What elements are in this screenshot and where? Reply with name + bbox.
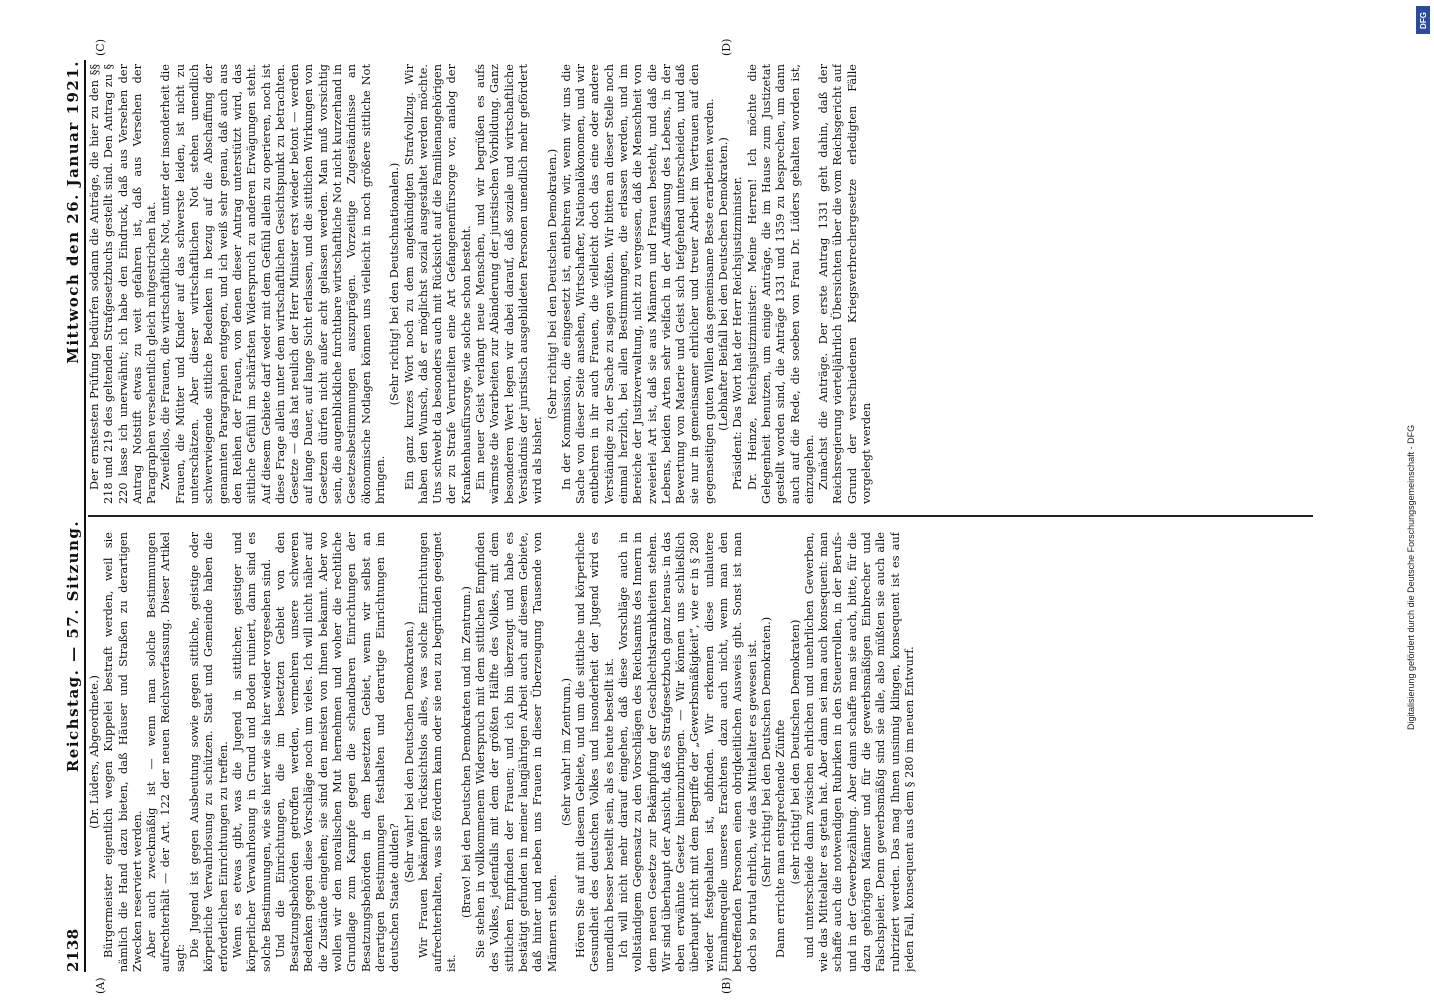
- paragraph: Und die Einrichtungen, die im besetzten Gebiet von den Besatzungsbehörden getroffen werden, vermehren unsere schweren Bedenken gegen diese Vorschläge noch um vieles. Ich will nicht näher auf die Zustände eingehen; sie sind den meisten von Ihnen bekannt. Aber wo wollen wir den moralischen Mut hernehmen und woher die rechtliche Grundlage zum Kampfe gegen die schandbaren Einrichtungen der Besatzungsbehörden in dem besetzten Gebiet, wenn wir selbst an derartigen Bestimmungen festhalten und derartige Einrichtungen im deutschen Staate dulden?: [273, 532, 402, 972]
- paragraph: (Sehr richtig! bei den Deutschnationalen.): [388, 162, 402, 406]
- page-header: [60, 60, 86, 972]
- paragraph: (Sehr wahr! im Zentrum.): [559, 678, 573, 826]
- newspaper-page: [60, 38, 1360, 994]
- paragraph: Hören Sie auf mit diesem Gebiete, und um die sittliche und körperliche Gesundheit des deutschen Volkes und insonderheit der Jugend wird es unendlich besser bestellt sein, als es heute bestellt ist.: [574, 532, 616, 972]
- paragraph: Bürgermeister eigentlich wegen Kuppelei bestraft werden, weil sie nämlich die Hand dazu bieten, daß Häuser und Straßen zu derartigen Zwecken reserviert werden.: [102, 532, 144, 972]
- paragraph: Dr. Heinze, Reichsjustizminister: Meine Herren! Ich möchte die Gelegenheit benutzen, um einige Anträge, die im Hause zum Justizetat gestellt worden sind, die Anträge 1331 und 1359 zu besprechen, um dann auch auf die Rede, die soeben von Frau Dr. Lüders gehalten worden ist, einzugehen.: [745, 64, 816, 504]
- page-number: 2138: [64, 928, 82, 972]
- paragraph: (Dr. Lüders, Abgeordnete.): [88, 675, 101, 829]
- paragraph: und unterscheide dann zwischen ehrlichen und unehrlichen Gewerben, wie das Mittelalter es getan hat. Aber dann sei man auch konsequent: man schaffe auch die notwendigen Rubriken in den Steuerrollen, in der Berufs- und in der Gewerbezählung. Aber dann schaffe man sie auch, bitte, für die dazu gehörigen Männer und für die gewerbsmäßigen Einbrecher und Falschspieler. Denn gewerbsmäßig sind sie alle, also müßten sie auch alle rubriziert werden. Das mag Ihnen unsinnig klingen, konsequent ist es auf jeden Fall, konsequent aus dem § 280 im neuen Entwurf.: [802, 532, 916, 972]
- paragraph: (Lebhafter Beifall bei den Deutschen Demokraten.): [717, 137, 731, 431]
- paragraph: Wir Frauen bekämpfen rücksichtslos alles, was solche Einrichtungen aufrechterhalten, was sie fördern kann oder sie neu zu begründen geeignet ist.: [416, 532, 459, 972]
- paragraph: Der ernstesten Prüfung bedürfen sodann die Anträge, die hier zu den §§ 218 und 219 des geltenden Strafgesetzbuchs gestellt sind. Den Antrag zu § 220 lasse ich unerwähnt; ich habe den Eindruck, daß aus Versehen der Antrag Notstift etwas zu weit gefahren ist, daß aus Versehen der Paragraphen versehentlich gleich mitgestrichen hat.: [88, 64, 159, 504]
- paragraph: (Bravo! bei den Deutschen Demokraten und im Zentrum.): [459, 586, 473, 918]
- paragraph: In der Kommission, die eingesetzt ist, entbehren wir, wenn wir uns die Sache von dieser Seite ansehen, Wirtschafter, Nationalökonomen, und wir entbehren in ihr auch Frauen, die vielleicht doch das eine oder andere Verständige zu der Sache zu sagen wüßten. Wir bitten an dieser Stelle noch einmal herzlich, bei allen Bestimmungen, die erlassen werden, und im Bereiche der Justizverwaltung, nicht zu vergessen, daß die Menschheit von zweierlei Art ist, daß sie aus Männern und Frauen besteht, und daß die Lebens, beiden Arten sehr vielfach in der Auffassung des Lebens, in der Bewertung von Materie und Geist sich tiefgehend unterscheiden, und daß sie nur in gemeinsamer ehrlicher und treuer Arbeit im Vertrauen auf den gegenseitigen guten Willen das gemeinsame Beste erarbeiten werden.: [559, 64, 716, 504]
- paragraph: Ein neuer Geist verlangt neue Menschen, und wir begrüßen es aufs wärmste die Vorarbeiten zur Abänderung der juristischen Vorbildung. Ganz besonderen Wert legen wir dabei darauf, daß soziale und wirtschaftliche Verständnis der juristisch ausgebildeten Personen unendlich mehr gefördert wird als bisher.: [474, 64, 545, 504]
- paragraph: (sehr richtig! bei den Deutschen Demokraten): [788, 619, 802, 885]
- margin-marker-c: (C): [94, 39, 107, 56]
- paragraph: Zweifellos, die Frauen, die wirtschaftliche Not, unter der insonderheit die Frauen, die Mütter und Kinder auf das schwerste leiden, ist nicht zu unterschätzen. Aber dieser wirtschaftlichen Not stehen unendlich schwerwiegende sittliche Bedenken in bezug auf die Abschaffung der genannten Paragraphen entgegen, und ich weiß sehr genau, daß auch aus den Reihen der Frauen, von denen dieser Antrag unterstützt wird, das sittliche Gefühl im schärfsten Widerspruch zu anderen Erwägungen steht. Auf diesem Gebiete darf weder mit dem Gefühl allein zu operieren, noch ist diese Frage allein unter dem wirtschaftlichen Gesichtspunkt zu betrachten. Gesetze — das hat neulich der Herr Minister erst wieder betont — werden auf lange Dauer, auf lange Sicht erlassen, und die sittlichen Wirkungen von Gesetzen dürfen nicht außer acht gelassen werden. Man muß vorsichtig sein, die augenblickliche furchtbare wirtschaftliche Not nicht kurzerhand in Gesetzesbestimmungen auszuprägen. Vorzeitige Zugeständnisse an ökonomische Notlagen können uns vielleicht in noch größere sittliche Not bringen.: [159, 64, 387, 504]
- paragraph: (Sehr richtig! bei den Deutschen Demokraten.): [545, 148, 559, 420]
- margin-marker-b: (B): [720, 977, 733, 994]
- paragraph: Wenn es etwas gibt, was die Jugend in sittlicher, geistiger und körperlicher Verwahrlosung in Grund und Boden ruiniert, dann sind es solche Bestimmungen, wie sie hier wie sie hier wieder vorgesehen sind.: [230, 532, 273, 972]
- margin-marker-d: (D): [720, 38, 733, 56]
- header-left-title: Reichstag. — 57. Sitzung.: [64, 519, 82, 773]
- header-right-title: Mittwoch den 26. Januar 1921.: [64, 60, 82, 364]
- paragraph: Sie stehen in vollkommenem Widerspruch mit dem sittlichen Empfinden des Volkes, jedenfalls mit dem der größten Hälfte des Volkes, mit dem sittlichen Empfinden der Frauen; und ich bin überzeugt und habe es bestätigt gefunden in meiner langjährigen Arbeit auch auf diesem Gebiete, daß hinter und neben uns Frauen in dieser Überzeugung Tausende von Männern stehen.: [474, 532, 559, 972]
- right-column: [88, 64, 1348, 504]
- paragraph: Dann errichte man entsprechende Zünfte: [774, 719, 788, 958]
- paragraph: Die Jugend ist gegen Ausbeutung sowie gegen sittliche, geistige oder körperliche Verwahrlosung zu schützen. Staat und Gemeinde haben die erforderlichen Einrichtungen zu treffen.: [188, 532, 230, 972]
- margin-marker-a: (A): [94, 977, 107, 994]
- paragraph: Präsident: Das Wort hat der Herr Reichsjustizminister.: [731, 176, 745, 490]
- column-divider: [88, 515, 1313, 517]
- paragraph: (Sehr wahr! bei den Deutschen Demokraten.): [402, 621, 416, 883]
- text-columns: [88, 60, 1348, 972]
- paragraph: Ich will nicht mehr darauf eingehen, daß diese Vorschläge auch in vollständigem Gegensatz zu den Vorschlägen des Reichsamts des Innern in dem neuen Gesetze zur Bekämpfung der Geschlechtskrankheiten stehen. Wir sind überhaupt der Ansicht, daß es Strafgesetzbuch ganz heraus- in das eben erwähnte Gesetz hineinzubringen. — Wir können uns schließlich überhaupt nicht mit dem Begriffe der „Gewerbsmäßigkeit“, wie er in § 280 wieder festgehalten ist, abfinden. Wir erkennen diese unlautere Einnahmequelle unseres Erachtens dazu auch nicht, wenn man den betreffenden Personen einen obrigkeitlichen Ausweis gibt. Sonst ist man doch so brutal ehrlich, wie das Mittelalter es gewesen ist.: [616, 532, 759, 972]
- paragraph: Aber auch zweckmäßig ist — wenn man solche Bestimmungen aufrechterhält — der Art. 122 der neuen Reichsverfassung. Dieser Artikel sagt:: [145, 532, 187, 972]
- digitization-note: Digitalisierung gefördert durch die Deutsche Forschungsgemeinschaft - DFG: [1406, 424, 1416, 730]
- paragraph: Zunächst die Anträge. Der erste Antrag 1331 geht dahin, daß der Reichsregierung vierteljährlich Übersichten über die vom Reichsgericht auf Grund der verschiedenen Kriegsverbrechergesetze erledigten Fälle vorgelegt werden: [817, 64, 874, 504]
- paragraph: Ein ganz kurzes Wort noch zu dem angekündigten Strafvollzug. Wir haben den Wunsch, daß er möglichst sozial ausgestaltet werden möchte. Uns schwebt da besonders auch mit Rücksicht auf die Familienangehörigen der zu Strafe Verurteilten eine Art Gefangenenfürsorge vor, analog der Krankenhausfürsorge, wie solche schon besteht.: [402, 64, 473, 504]
- dfg-logo: DFG: [1416, 6, 1430, 34]
- left-column: [88, 532, 1348, 972]
- paragraph: (Sehr richtig! bei den Deutschen Demokraten.): [759, 616, 773, 888]
